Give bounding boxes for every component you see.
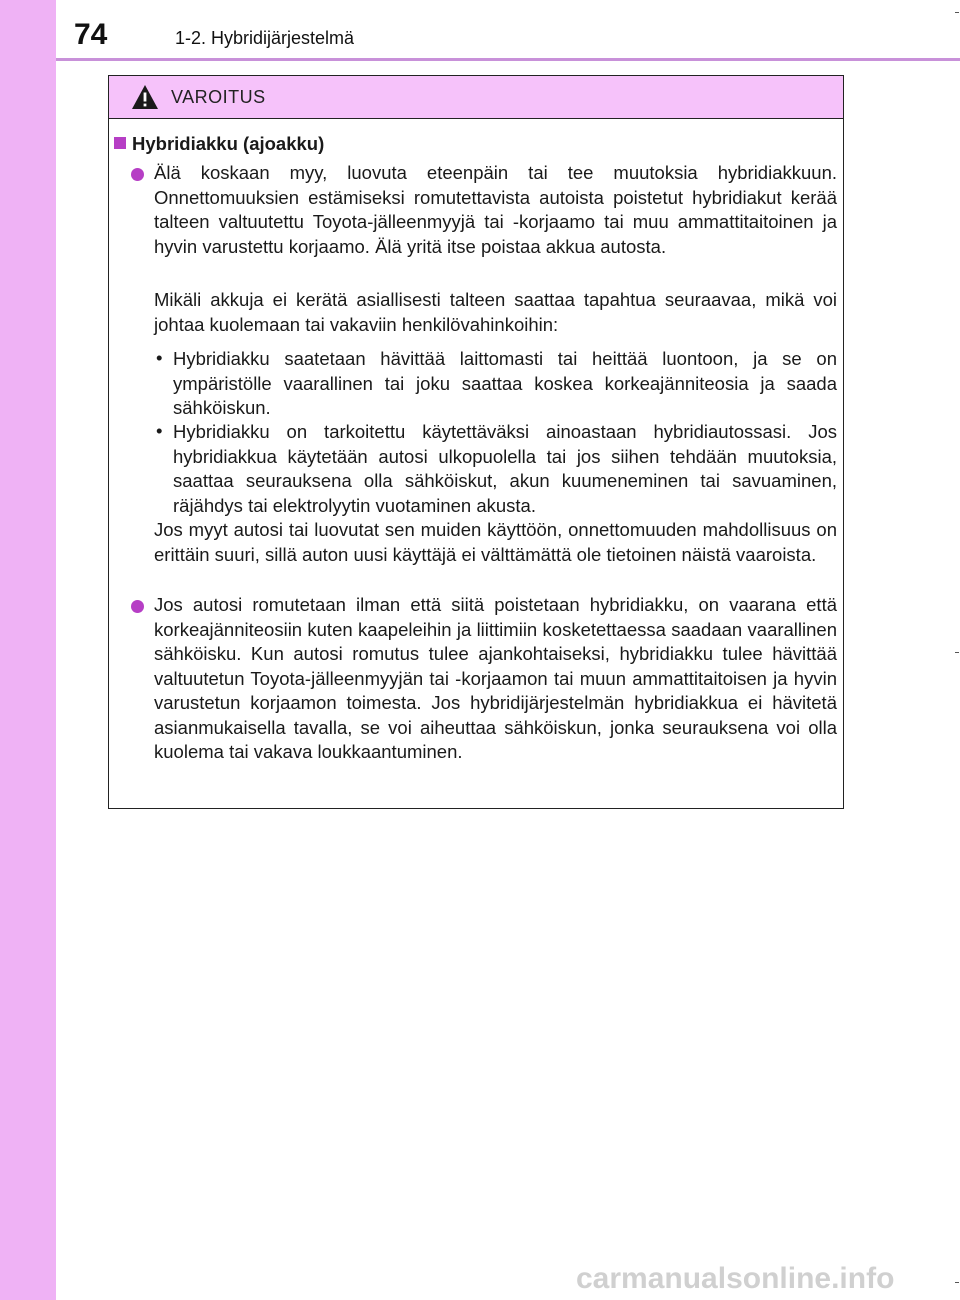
crop-mark <box>955 652 959 653</box>
warning-box <box>108 75 844 809</box>
warning-label: VAROITUS <box>171 87 266 107</box>
warning-paragraph-consequences: Mikäli akkuja ei kerätä asiallisesti talteen saattaa tapahtua seuraavaa, mikä voi johtaa kuolemaan tai vakaviin henkilövahinkoihin: <box>154 289 837 335</box>
warning-dash-item-1: Hybridiakku saatetaan hävittää laittomasti tai heittää luontoon, ja se on ympäristölle vaarallinen tai joku saattaa koskea korkeajänniteosia ja saada sähköiskun. <box>173 348 837 418</box>
chapter-side-band <box>0 0 56 1300</box>
square-bullet-icon <box>114 137 126 149</box>
warning-triangle-icon <box>131 84 159 110</box>
dash-bullet: • <box>156 347 163 368</box>
page-number: 74 <box>74 18 108 51</box>
warning-header <box>109 76 843 119</box>
warning-bullet-2: Jos autosi romutetaan ilman että siitä poistetaan hybridiakku, on vaarana että korkeajänniteosiin kuten kaapeleihin ja liittimiin kosketettaessa saadaan vaarallinen sähköisku. Kun autosi romutus tulee ajankohtaiseksi, hybridiakku tulee hävittää valtuutetun Toyota-jälleenmyyjän tai -korjaamon tai muun ammattitaitoisen ja hyvin varustetun korjaamon toimesta. Jos hybridijärjestelmän hybridiakkua ei hävitetä asianmukaisella tavalla, se voi aiheuttaa sähköiskun, jonka seurauksena voi olla kuolema tai vakava loukkaantuminen. <box>154 594 837 762</box>
watermark-text: carmanualsonline.info <box>576 1262 895 1295</box>
warning-subheading <box>114 133 324 155</box>
section-title: 1-2. Hybridijärjestelmä <box>175 28 355 48</box>
header-rule <box>56 58 960 61</box>
warning-paragraph-transfer: Jos myyt autosi tai luovutat sen muiden käyttöön, onnettomuuden mahdollisuus on erittäin suuri, sillä auton uusi käyttäjä ei välttämättä ole tietoinen näistä vaaroista. <box>154 519 837 565</box>
dash-bullet: • <box>156 420 163 441</box>
round-bullet-icon <box>131 168 144 181</box>
subheading-text: Hybridiakku (ajoakku) <box>132 133 325 154</box>
warning-dash-item-2: Hybridiakku on tarkoitettu käytettäväksi ainoastaan hybridiautossasi. Jos hybridiakkua käytetään autosi ulkopuolella tai jos siihen tehdään muutoksia, saattaa seurauksena olla sähköiskut, akun kuumeneminen tai savuaminen, räjähdys tai elektrolyytin vuotaminen akusta. <box>173 421 837 516</box>
warning-bullet-1: Älä koskaan myy, luovuta eteenpäin tai tee muutoksia hybridiakkuun. Onnettomuuksien estämiseksi romutettavista autoista poistetut hybridiakut kerää talteen valtuutettu Toyota-jälleenmyyjä tai -korjaamo tai muu ammattitaitoinen ja hyvin varustettu korjaamo. Älä yritä itse poistaa akkua autosta. <box>154 162 837 257</box>
watermark-logo <box>576 1258 956 1298</box>
crop-mark <box>955 12 959 13</box>
round-bullet-icon <box>131 600 144 613</box>
